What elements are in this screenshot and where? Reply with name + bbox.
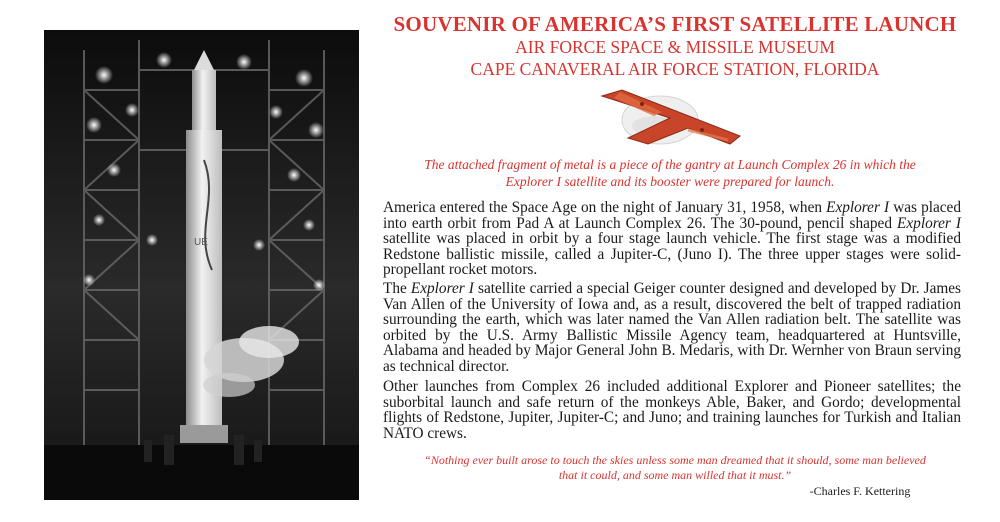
paragraph-van-allen (383, 281, 961, 375)
rocket-launch-photo (44, 30, 359, 500)
p1-text-e: satellite was placed in orbit by a four stage launch vehicle. The first stage was a modified Redstone ballistic missile, called a Jupiter-C, (Juno I). The three upper stages were solid-propellant rocket motors. (383, 230, 961, 279)
paragraph-space-age (383, 200, 961, 278)
kettering-quote: “Nothing ever built arose to touch the skies unless some man dreamed that it should, some man believed that it could, and some man willed that it must.” (424, 453, 926, 482)
card-title: SOUVENIR OF AMERICA’S FIRST SATELLITE LAUNCH (393, 12, 957, 36)
metal-fragment-image (592, 82, 752, 152)
fragment-caption: The attached fragment of metal is a piece of the gantry at Launch Complex 26 in which the Explorer I satellite and its booster were prepared for launch. (424, 157, 916, 189)
p1-explorer-italic-1: Explorer I (826, 199, 890, 216)
p2-text-c: satellite carried a special Geiger counter designed and developed by Dr. James Van Allen of the University of Iowa and, as a result, discovered the belt of trapped radiation surrounding the earth, which was later named the Van Allen radiation belt. The satellite was orbited by the U.S. Army Ballistic Missile Agency team, headquartered at Huntsville, Alabama and headed by Major General John B. Medaris, with Dr. Wernher von Braun serving as technical director. (383, 280, 962, 375)
museum-name: AIR FORCE SPACE & MISSILE MUSEUM (515, 37, 835, 57)
p1-explorer-italic-2: Explorer I (897, 214, 961, 232)
quote-attribution: -Charles F. Kettering (809, 484, 911, 498)
p1-text-a: America entered the Space Age on the night of January 31, 1958, when (383, 199, 827, 216)
rocket-marking: UE (194, 237, 208, 248)
p2-text-a: The (383, 280, 411, 297)
station-name: CAPE CANAVERAL AIR FORCE STATION, FLORIDA (470, 59, 880, 79)
p2-explorer-italic: Explorer I (410, 280, 474, 297)
p1-text-c: was placed into earth orbit from Pad A at Launch Complex 26. The 30-pound, pencil shaped (383, 199, 961, 232)
paragraph-complex-26: Other launches from Complex 26 included additional Explorer and Pioneer satellites; the suborbital launch and safe return of the monkeys Able, Baker, and Gordo; developmental flights of Redstone, Jupiter, Jupiter-C; and Juno; and training launches for Turkish and Italian NATO crews. (383, 378, 961, 442)
